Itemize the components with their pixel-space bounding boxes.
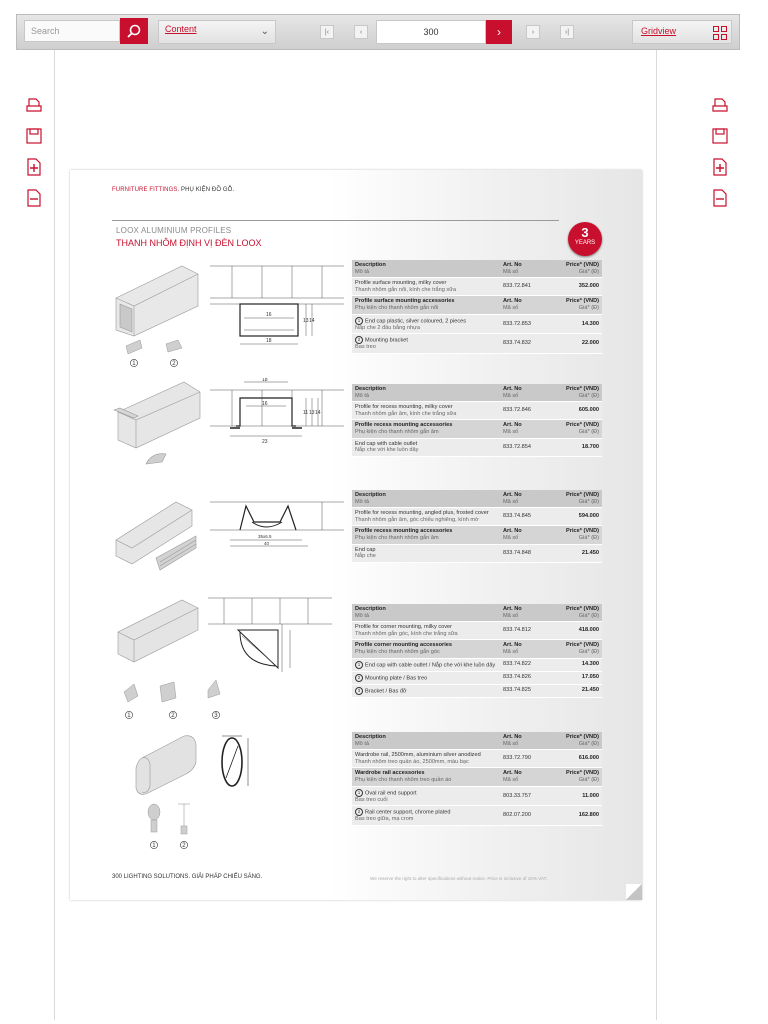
col-price-vn: Giá* (Đ)	[578, 648, 599, 655]
col-artno-vn: Mã số	[503, 428, 519, 435]
content-dropdown-label: Content	[165, 24, 197, 34]
item-price: 17.050	[581, 674, 599, 681]
item-description-vn: Thanh nhôm gắn nổi, kính che trắng sữa	[355, 286, 457, 293]
accessories-title	[355, 298, 503, 311]
grid-icon	[713, 26, 727, 40]
print-icon[interactable]	[711, 96, 729, 114]
next-page-button[interactable]: ›	[526, 25, 540, 39]
col-price	[555, 734, 599, 747]
table-row	[352, 439, 602, 457]
col-price-en: Price* (VND)	[566, 298, 599, 305]
surface-profile-photo	[116, 266, 198, 336]
col-description-vn: Mô tả	[355, 268, 369, 275]
item-art-no: 833.74.848	[503, 549, 531, 556]
item-art-no: 833.74.822	[503, 661, 531, 668]
item-description-en	[355, 336, 499, 344]
col-artno-vn: Mã số	[503, 740, 519, 747]
item-description-vn: Thanh nhôm gắn góc, kính che trắng sữa	[355, 630, 458, 637]
page-curl[interactable]	[626, 884, 642, 900]
item-description	[355, 441, 503, 454]
warranty-badge: 3 YEARS	[568, 222, 602, 256]
col-price-en: Price* (VND)	[566, 386, 599, 392]
item-description-en-text: Profile for recess mounting, milky cover	[355, 404, 453, 411]
table-row	[352, 622, 602, 640]
col-artno-vn: Mã số	[503, 648, 519, 655]
col-price	[555, 492, 599, 505]
corner-profile-drawing	[208, 598, 332, 672]
item-description	[355, 336, 503, 351]
go-page-button[interactable]: ›	[486, 20, 512, 44]
accessories-header-row	[352, 768, 602, 786]
col-artno	[503, 642, 555, 655]
col-price-vn: Giá* (Đ)	[578, 740, 599, 747]
page-footer: 300 LIGHTING SOLUTIONS. GIẢI PHÁP CHIẾU SÁNG.	[112, 874, 263, 880]
product-table	[352, 384, 602, 457]
col-artno-en: Art. No	[503, 492, 522, 498]
item-description-en-text: End cap	[355, 546, 376, 553]
col-description	[355, 492, 503, 505]
col-artno-en: Art. No	[503, 606, 522, 612]
item-description-en-text: End cap plastic, silver coloured, 2 pieces	[365, 318, 467, 325]
col-description-en-text: Description	[355, 606, 386, 612]
col-price	[555, 422, 599, 435]
item-description-vn: Bas treo giữa, mạ crom	[355, 816, 414, 823]
accessories-title	[355, 770, 503, 783]
col-artno	[503, 528, 555, 541]
item-art-no: 833.74.826	[503, 674, 531, 681]
col-price-en: Price* (VND)	[566, 642, 599, 649]
col-artno-vn: Mã số	[503, 534, 519, 541]
col-artno-vn: Mã số	[503, 392, 519, 399]
accessories-title-en	[355, 422, 499, 429]
col-description-vn: Mô tả	[355, 498, 369, 505]
col-artno	[503, 734, 555, 747]
surface-profile-drawing	[210, 266, 344, 344]
col-artno-en: Art. No	[503, 734, 522, 740]
col-price-vn: Giá* (Đ)	[578, 428, 599, 435]
table-row	[352, 278, 602, 296]
item-description-vn: Bas treo	[355, 344, 376, 351]
table-row	[352, 672, 602, 685]
item-description-en	[355, 547, 499, 554]
col-artno-en: Art. No	[503, 528, 522, 535]
dim-40: 40	[264, 541, 270, 546]
catalog-page	[70, 170, 642, 900]
col-artno-en: Art. No	[503, 422, 522, 429]
accessories-title-vn: Phụ kiện cho thanh nhôm gắn âm	[355, 428, 439, 435]
accessories-header-row	[352, 526, 602, 544]
dim-13: 13	[303, 318, 309, 324]
marker-1: 1	[127, 713, 131, 719]
section-title-en: LOOX ALUMINIUM PROFILES	[116, 226, 232, 235]
col-description-vn: Mô tả	[355, 392, 369, 399]
item-price: 594.000	[578, 513, 599, 520]
col-description-en	[355, 734, 499, 741]
item-description-en-text: Rail center support, chrome plated	[365, 809, 451, 816]
first-page-button[interactable]: |‹	[320, 25, 334, 39]
col-artno	[503, 298, 555, 311]
item-description-en-text: End cap with cable outlet	[355, 440, 418, 447]
item-description-en	[355, 404, 499, 411]
accessories-title-en-text: Profile recess mounting accessories	[355, 422, 453, 429]
col-artno-en: Art. No	[503, 298, 522, 305]
col-artno	[503, 386, 555, 399]
left-toolbar	[25, 96, 45, 220]
item-description-vn: Thanh nhôm treo quần áo, 2500mm, màu bạc	[355, 758, 469, 765]
item-description	[355, 674, 503, 682]
item-price: 616.000	[578, 755, 599, 762]
col-price-en: Price* (VND)	[566, 606, 599, 612]
item-price: 18.700	[581, 443, 599, 450]
item-price: 21.450	[581, 687, 599, 694]
col-artno	[503, 492, 555, 505]
item-description-en	[355, 752, 499, 759]
col-price-vn: Giá* (Đ)	[578, 612, 599, 619]
item-description	[355, 808, 503, 823]
zoom-out-icon[interactable]	[25, 189, 43, 207]
accessories-title-en	[355, 642, 499, 649]
accessories-title-en	[355, 528, 499, 535]
item-description-vn: Nắp che 2 đầu bằng nhựa	[355, 324, 421, 331]
search-input[interactable]: Search	[24, 20, 120, 42]
col-description	[355, 262, 503, 275]
item-price: 162.800	[578, 812, 599, 819]
item-number-marker: 2	[355, 336, 363, 344]
marker-2: 2	[172, 361, 176, 367]
table-row	[352, 750, 602, 768]
gridview-button[interactable]	[632, 20, 732, 44]
title-divider	[112, 220, 559, 221]
item-description-vn: Thanh nhôm gắn âm, góc chiếu nghiêng, kính mờ	[355, 516, 479, 523]
table-header-row	[352, 604, 602, 622]
marker-2: 2	[171, 713, 175, 719]
dim-13: 13	[309, 410, 315, 416]
wardrobe-rail-drawing	[222, 736, 248, 786]
col-artno-en: Art. No	[503, 386, 522, 392]
item-description	[355, 687, 503, 695]
section-title-vn: THANH NHÔM ĐỊNH VỊ ĐÈN LOOX	[116, 238, 262, 248]
item-description-en	[355, 789, 499, 797]
table-row	[352, 402, 602, 420]
item-price: 21.450	[581, 549, 599, 556]
item-description-vn: Thanh nhôm gắn âm, kính che trắng sữa	[355, 410, 457, 417]
item-price: 22.000	[581, 340, 599, 347]
accessories-title-en-text: Wardrobe rail accessories	[355, 770, 425, 777]
item-description-en-text: Bracket / Bas đỡ	[365, 688, 407, 695]
col-price-en: Price* (VND)	[566, 528, 599, 535]
col-artno-en: Art. No	[503, 770, 522, 777]
marker-1: 1	[132, 361, 136, 367]
item-description-en-text: Mounting bracket	[365, 337, 408, 344]
col-artno-vn: Mã số	[503, 776, 519, 783]
col-description	[355, 734, 503, 747]
zoom-in-icon[interactable]	[25, 158, 43, 176]
accessories-title-en	[355, 770, 499, 777]
item-description-en	[355, 624, 499, 631]
col-description-vn: Mô tả	[355, 740, 369, 747]
item-art-no: 833.74.812	[503, 627, 531, 634]
item-description-en-text: End cap with cable outlet / Nắp che với khe luồn dây	[365, 662, 496, 669]
item-art-no: 833.74.825	[503, 687, 531, 694]
product-table	[352, 490, 602, 563]
corner-profile-figure	[112, 596, 344, 726]
chevron-down-icon: ⌄	[260, 26, 269, 37]
accessories-title	[355, 528, 503, 541]
col-price	[555, 528, 599, 541]
item-description-en	[355, 674, 499, 682]
col-price	[555, 770, 599, 783]
col-description-en-text: Description	[355, 734, 386, 740]
wardrobe-rail-figure	[112, 732, 344, 852]
right-divider	[656, 50, 657, 1020]
col-price	[555, 606, 599, 619]
item-description-en	[355, 280, 499, 287]
gridview-label: Gridview	[641, 26, 677, 36]
item-description	[355, 404, 503, 417]
table-header-row	[352, 732, 602, 750]
accessory-photos	[126, 340, 182, 354]
save-icon[interactable]	[711, 127, 729, 145]
dim-18: 18	[266, 338, 272, 344]
accessories-title-vn: Phụ kiện cho thanh nhôm gắn góc	[355, 648, 440, 655]
accessories-title-vn: Phụ kiện cho thanh nhôm gắn âm	[355, 534, 439, 541]
col-price-vn: Giá* (Đ)	[578, 776, 599, 783]
item-price: 605.000	[578, 407, 599, 414]
col-price-en: Price* (VND)	[566, 770, 599, 777]
accessories-title	[355, 642, 503, 655]
item-description-en-text: Mounting plate / Bas treo	[365, 675, 428, 682]
marker-2: 2	[182, 843, 186, 849]
col-description-en-text: Description	[355, 262, 386, 268]
product-table	[352, 260, 602, 354]
item-description-en	[355, 661, 499, 669]
dim-35x6.5: 35x6.5	[258, 534, 272, 539]
col-artno-vn: Mã số	[503, 498, 519, 505]
accessories-title-en-text: Profile recess mounting accessories	[355, 528, 453, 535]
table-row	[352, 334, 602, 354]
last-page-button[interactable]: ›|	[560, 25, 574, 39]
recess-profile-photo	[114, 382, 200, 464]
col-artno	[503, 422, 555, 435]
table-row	[352, 545, 602, 563]
table-row	[352, 659, 602, 672]
item-number-marker: 2	[355, 674, 363, 682]
accessories-title-en-text: Profile corner mounting accessories	[355, 642, 452, 649]
accessories-header-row	[352, 296, 602, 314]
col-artno-vn: Mã số	[503, 304, 519, 311]
dim-18: 18	[262, 378, 268, 383]
col-price	[555, 262, 599, 275]
item-art-no: 833.72.853	[503, 320, 531, 327]
accessories-title-vn: Phụ kiện cho thanh nhôm treo quần áo	[355, 776, 452, 783]
accessories-title-en-text: Profile surface mounting accessories	[355, 298, 455, 305]
search-icon	[126, 23, 142, 39]
col-description-en-text: Description	[355, 492, 386, 498]
col-description-en	[355, 386, 499, 393]
item-price: 14.300	[581, 661, 599, 668]
table-row	[352, 315, 602, 335]
zoom-in-icon[interactable]	[711, 158, 729, 176]
col-price-vn: Giá* (Đ)	[578, 268, 599, 275]
item-description	[355, 752, 503, 765]
item-price: 11.000	[582, 792, 599, 799]
product-table	[352, 732, 602, 826]
col-artno-en: Art. No	[503, 262, 522, 268]
print-icon[interactable]	[25, 96, 43, 114]
item-description-vn: Nắp che	[355, 553, 376, 560]
item-number-marker: 1	[355, 317, 363, 325]
item-number-marker: 1	[355, 661, 363, 669]
item-description	[355, 317, 503, 332]
col-price-vn: Giá* (Đ)	[578, 534, 599, 541]
table-header-row	[352, 260, 602, 278]
dim-16: 16	[262, 401, 268, 407]
product-table	[352, 604, 602, 698]
item-number-marker: 2	[355, 808, 363, 816]
item-description	[355, 624, 503, 637]
recess-profile-figure	[112, 378, 344, 478]
col-description-vn: Mô tả	[355, 612, 369, 619]
item-description-en	[355, 808, 499, 816]
dim-14: 14	[309, 318, 315, 324]
table-row	[352, 787, 602, 807]
angled-profile-drawing	[210, 502, 344, 546]
col-price-vn: Giá* (Đ)	[578, 498, 599, 505]
rail-support-photos	[148, 804, 190, 834]
dim-14: 14	[315, 410, 321, 416]
marker-1: 1	[152, 843, 156, 849]
zoom-out-icon[interactable]	[711, 189, 729, 207]
corner-profile-photo	[118, 600, 198, 662]
item-description	[355, 547, 503, 560]
item-number-marker: 3	[355, 687, 363, 695]
angled-profile-figure	[112, 488, 344, 588]
price-disclaimer: We reserve the right to alter specifications without notice. Price is inclusive of 10% VAT.	[370, 876, 548, 881]
table-row	[352, 508, 602, 526]
col-price-en: Price* (VND)	[566, 262, 599, 268]
dim-16: 16	[266, 312, 272, 318]
col-price-en: Price* (VND)	[566, 492, 599, 498]
accessories-header-row	[352, 640, 602, 658]
item-description	[355, 510, 503, 523]
col-description-en	[355, 262, 499, 269]
col-artno	[503, 770, 555, 783]
item-art-no: 802.07.200	[503, 812, 531, 819]
table-header-row	[352, 490, 602, 508]
marker-3: 3	[214, 713, 218, 719]
wardrobe-rail-photo	[136, 736, 196, 795]
item-price: 418.000	[578, 627, 599, 634]
item-art-no: 833.72.790	[503, 755, 531, 762]
item-price: 14.300	[581, 320, 599, 327]
angled-profile-photo	[116, 502, 196, 570]
accessories-title-vn: Phụ kiện cho thanh nhôm gắn nổi	[355, 304, 439, 311]
item-description-vn: Bas treo cuối	[355, 796, 388, 803]
col-artno-vn: Mã số	[503, 612, 519, 619]
item-art-no: 803.33.757	[503, 792, 531, 799]
col-artno	[503, 262, 555, 275]
col-artno-vn: Mã số	[503, 268, 519, 275]
item-description	[355, 661, 503, 669]
col-description-en-text: Description	[355, 386, 386, 392]
item-price: 352.000	[578, 283, 599, 290]
col-price-vn: Giá* (Đ)	[578, 304, 599, 311]
item-description-en	[355, 687, 499, 695]
item-description-en-text: Profile for recess mounting, angled plus, frosted cover	[355, 510, 489, 517]
col-price	[555, 298, 599, 311]
col-price-en: Price* (VND)	[566, 734, 599, 740]
item-art-no: 833.74.845	[503, 513, 531, 520]
item-description-en-text: Oval rail end support	[365, 790, 417, 797]
save-icon[interactable]	[25, 127, 43, 145]
content-dropdown[interactable]	[158, 20, 276, 44]
table-row	[352, 806, 602, 826]
col-price	[555, 386, 599, 399]
col-price-vn: Giá* (Đ)	[578, 392, 599, 399]
item-description-en-text: Profile for corner mounting, milky cover	[355, 624, 452, 631]
item-art-no: 833.74.832	[503, 340, 531, 347]
item-art-no: 833.72.846	[503, 407, 531, 414]
item-description-en	[355, 510, 499, 517]
surface-profile-figure	[112, 260, 344, 370]
prev-page-button[interactable]: ‹	[354, 25, 368, 39]
table-row	[352, 685, 602, 698]
dim-11: 11	[303, 410, 309, 416]
col-description-en	[355, 606, 499, 613]
recess-profile-drawing	[210, 382, 344, 436]
item-description-en-text: Profile surface mounting, milky cover	[355, 280, 447, 287]
right-toolbar	[711, 96, 731, 220]
col-description	[355, 606, 503, 619]
col-description	[355, 386, 503, 399]
item-description	[355, 280, 503, 293]
col-artno-en: Art. No	[503, 642, 522, 649]
accessories-header-row	[352, 420, 602, 438]
table-header-row	[352, 384, 602, 402]
accessories-title-en	[355, 298, 499, 305]
col-price	[555, 642, 599, 655]
col-description-en	[355, 492, 499, 499]
item-description	[355, 789, 503, 804]
item-art-no: 833.72.854	[503, 443, 531, 450]
search-button[interactable]	[120, 18, 148, 44]
item-description-en-text: Wardrobe rail, 2500mm, aluminium silver anodized	[355, 752, 481, 759]
page-number-input[interactable]: 300	[376, 20, 486, 44]
accessories-title	[355, 422, 503, 435]
item-art-no: 833.72.841	[503, 283, 531, 290]
dim-23: 23	[262, 439, 268, 445]
col-artno	[503, 606, 555, 619]
item-number-marker: 1	[355, 789, 363, 797]
breadcrumb: FURNITURE FITTINGS. PHỤ KIỆN ĐỒ GỖ.	[112, 187, 235, 193]
col-price-en: Price* (VND)	[566, 422, 599, 429]
left-divider	[54, 50, 55, 1020]
corner-accessory-photos	[124, 680, 220, 702]
item-description-vn: Nắp che với khe luồn dây	[355, 447, 419, 454]
item-description-en	[355, 317, 499, 325]
